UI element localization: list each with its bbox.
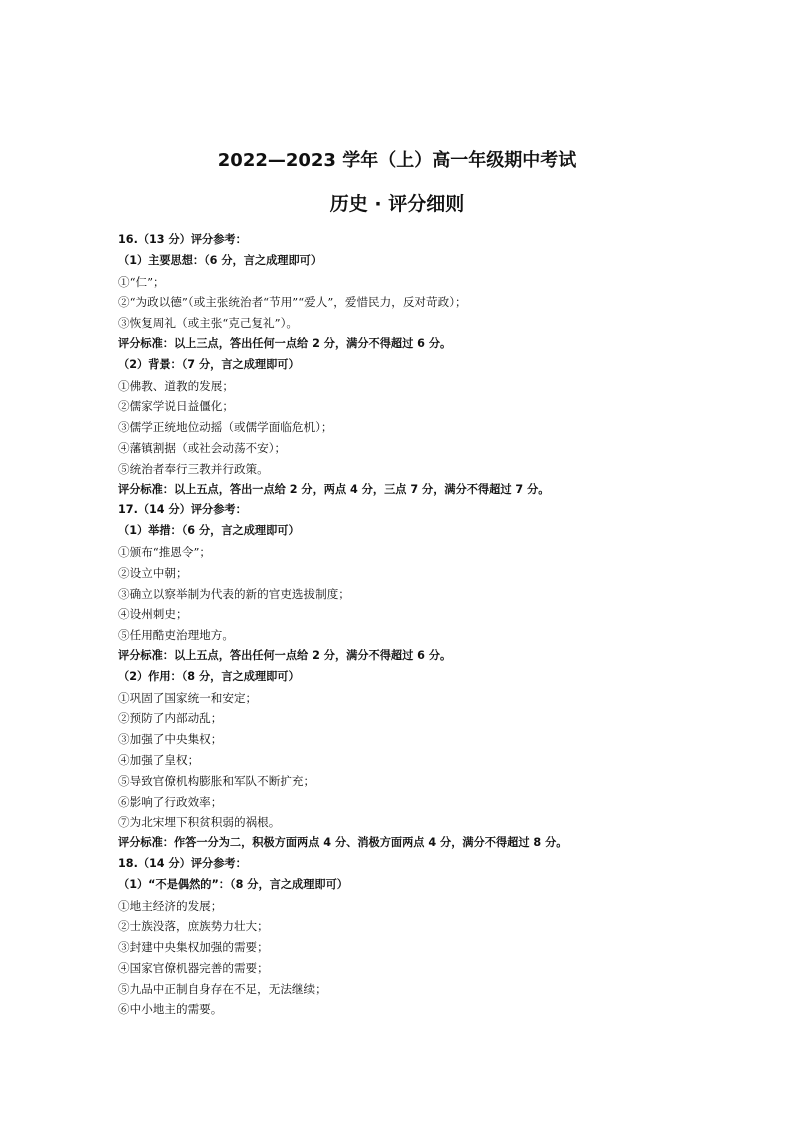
section-heading: （1）举措：（6 分，言之成理即可） (118, 524, 300, 538)
question-16-header: 16.（13 分）评分参考： (118, 233, 247, 246)
answer-point: ④设州刺史； (118, 607, 188, 622)
exam-subtitle: 历史 · 评分细则 (329, 193, 465, 215)
scoring-standard: 评分标准：以上五点，答出任何一点给 2 分，满分不得超过 6 分。 (118, 648, 452, 662)
section-heading: （1）主要思想：（6 分，言之成理即可） (118, 253, 323, 267)
answer-point: ②“为政以德”（或主张统治者“节用”“爱人”，爱惜民力，反对苛政）； (118, 295, 467, 310)
scoring-rules (118, 230, 718, 1020)
answer-point: ③封建中央集权加强的需要； (118, 940, 269, 955)
question-18-header: 18.（14 分）评分参考： (118, 856, 247, 870)
answer-point: ③儒学正统地位动摇（或儒学面临危机）； (118, 420, 333, 435)
answer-point: ②设立中朝； (118, 565, 188, 580)
scoring-standard: 评分标准：以上五点，答出一点给 2 分，两点 4 分，三点 7 分，满分不得超过 7 分。 (118, 482, 550, 496)
answer-point: ③确立以察举制为代表的新的官吏选拔制度； (118, 586, 350, 601)
answer-point: ②儒家学说日益僵化； (118, 399, 234, 414)
answer-point: ①“仁”； (118, 274, 165, 289)
answer-point: ①巩固了国家统一和安定； (118, 690, 258, 705)
exam-title: 2022—2023 学年（上）高一年级期中考试 (217, 150, 577, 171)
answer-point: ②士族没落，庶族势力壮大； (118, 919, 269, 934)
answer-point: ③加强了中央集权； (118, 732, 223, 747)
question-17-header: 17.（14 分）评分参考： (118, 503, 247, 517)
scoring-standard: 评分标准：作答一分为二，积极方面两点 4 分、消极方面两点 4 分，满分不得超过 8 分。 (118, 836, 568, 850)
answer-point: ⑤九品中正制自身存在不足，无法继续； (118, 981, 327, 996)
answer-point: ③恢复周礼（或主张“克己复礼”）。 (118, 316, 298, 331)
answer-point: ①颁布“推恩令”； (118, 544, 212, 559)
answer-point: ④加强了皇权； (118, 752, 200, 767)
answer-point: ⑤任用酷吏治理地方。 (118, 628, 234, 643)
answer-point: ⑤导致官僚机构膨胀和军队不断扩充； (118, 773, 316, 788)
answer-point: ②预防了内部动乱； (118, 711, 223, 726)
answer-point: ⑥中小地主的需要。 (118, 1002, 223, 1017)
answer-point: ①佛教、道教的发展； (118, 378, 234, 393)
answer-point: ④国家官僚机器完善的需要； (118, 960, 269, 975)
scoring-standard: 评分标准：以上三点，答出任何一点给 2 分，满分不得超过 6 分。 (118, 336, 452, 350)
section-heading: （2）作用：（8 分，言之成理即可） (118, 669, 300, 683)
answer-point: ①地主经济的发展； (118, 898, 223, 913)
section-heading: （1）“不是偶然的”：（8 分，言之成理即可） (118, 877, 348, 891)
section-heading: （2）背景：（7 分，言之成理即可） (118, 357, 300, 371)
answer-point: ⑥影响了行政效率； (118, 794, 223, 809)
answer-point: ④藩镇割据（或社会动荡不安）； (118, 440, 287, 455)
answer-point: ⑤统治者奉行三教并行政策。 (118, 461, 269, 476)
answer-point: ⑦为北宋埋下积贫积弱的祸根。 (118, 815, 281, 830)
